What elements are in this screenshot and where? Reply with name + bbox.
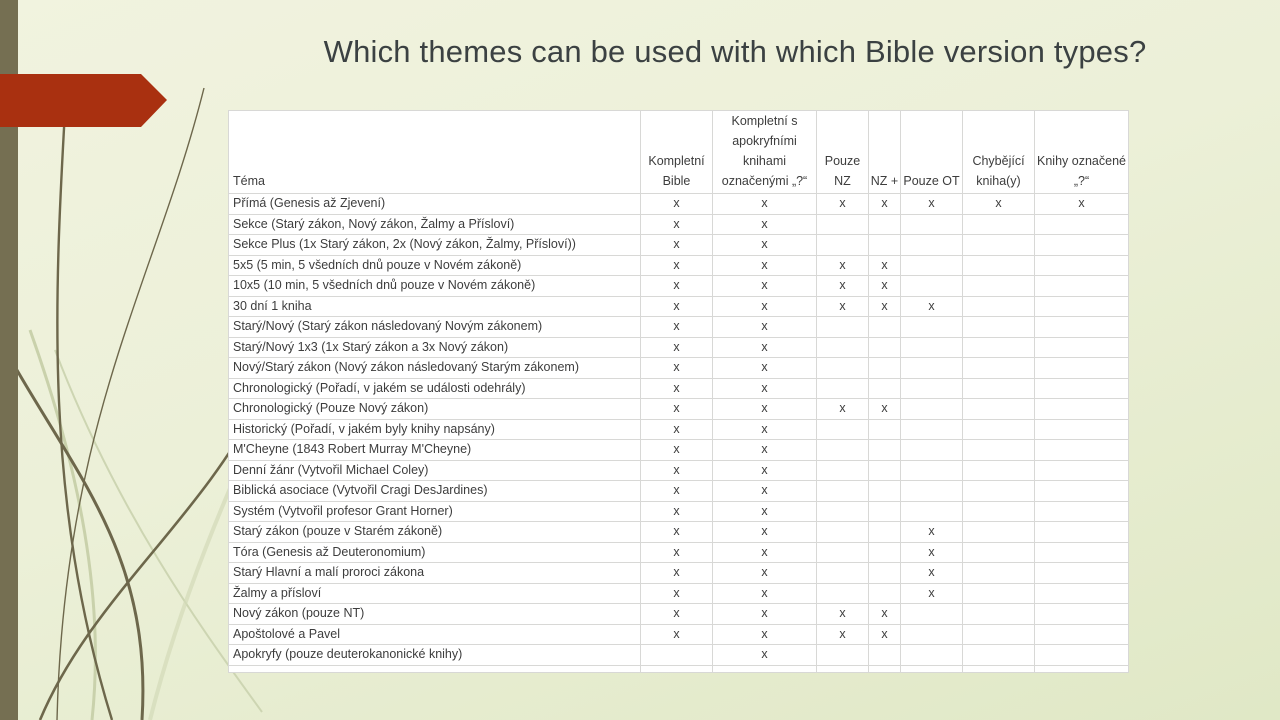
mark-cell bbox=[1035, 214, 1129, 235]
arrow-polygon bbox=[0, 74, 167, 127]
mark-cell bbox=[817, 645, 869, 666]
table-row bbox=[229, 194, 1129, 215]
mark-cell bbox=[817, 481, 869, 502]
mark-cell bbox=[963, 645, 1035, 666]
theme-cell: 10x5 (10 min, 5 všedních dnů pouze v Novém zákoně) bbox=[229, 276, 641, 297]
mark-cell bbox=[869, 645, 901, 666]
mark-cell bbox=[1035, 440, 1129, 461]
table-row bbox=[229, 399, 1129, 420]
mark-cell: x bbox=[713, 563, 817, 584]
mark-cell: x bbox=[641, 276, 713, 297]
column-header-6: Knihy označené „?“ bbox=[1035, 111, 1129, 194]
mark-cell bbox=[817, 460, 869, 481]
mark-cell bbox=[901, 378, 963, 399]
mark-cell bbox=[1035, 358, 1129, 379]
mark-cell bbox=[963, 440, 1035, 461]
mark-cell bbox=[901, 481, 963, 502]
theme-cell: Biblická asociace (Vytvořil Cragi DesJardines) bbox=[229, 481, 641, 502]
mark-cell bbox=[869, 542, 901, 563]
mark-cell: x bbox=[641, 542, 713, 563]
mark-cell: x bbox=[641, 358, 713, 379]
table-row bbox=[229, 255, 1129, 276]
table-row bbox=[229, 645, 1129, 666]
table-row bbox=[229, 317, 1129, 338]
mark-cell: x bbox=[901, 542, 963, 563]
mark-cell bbox=[1035, 583, 1129, 604]
mark-cell bbox=[963, 255, 1035, 276]
theme-cell: Apokryfy (pouze deuterokanonické knihy) bbox=[229, 645, 641, 666]
mark-cell: x bbox=[641, 440, 713, 461]
mark-cell: x bbox=[713, 399, 817, 420]
mark-cell: x bbox=[641, 337, 713, 358]
mark-cell: x bbox=[869, 276, 901, 297]
mark-cell bbox=[817, 419, 869, 440]
mark-cell: x bbox=[713, 501, 817, 522]
mark-cell bbox=[869, 481, 901, 502]
table-row bbox=[229, 563, 1129, 584]
mark-cell bbox=[901, 501, 963, 522]
mark-cell: x bbox=[817, 604, 869, 625]
table-row bbox=[229, 501, 1129, 522]
mark-cell bbox=[817, 235, 869, 256]
mark-cell: x bbox=[713, 645, 817, 666]
mark-cell bbox=[817, 522, 869, 543]
column-header-0: Kompletní Bible bbox=[641, 111, 713, 194]
mark-cell bbox=[963, 399, 1035, 420]
mark-cell bbox=[901, 419, 963, 440]
mark-cell bbox=[901, 460, 963, 481]
mark-cell bbox=[963, 419, 1035, 440]
mark-cell: x bbox=[641, 235, 713, 256]
mark-cell bbox=[963, 522, 1035, 543]
mark-cell bbox=[1035, 563, 1129, 584]
theme-cell: Chronologický (Pořadí, v jakém se události odehrály) bbox=[229, 378, 641, 399]
table-row bbox=[229, 604, 1129, 625]
mark-cell bbox=[901, 624, 963, 645]
mark-cell bbox=[1035, 481, 1129, 502]
column-header-5: Chybějící kniha(y) bbox=[963, 111, 1035, 194]
theme-cell: Starý zákon (pouze v Starém zákoně) bbox=[229, 522, 641, 543]
mark-cell: x bbox=[641, 378, 713, 399]
mark-cell: x bbox=[713, 255, 817, 276]
table-row bbox=[229, 440, 1129, 461]
mark-cell bbox=[963, 214, 1035, 235]
themes-table bbox=[228, 110, 1129, 673]
mark-cell bbox=[817, 583, 869, 604]
theme-cell: Starý/Nový 1x3 (1x Starý zákon a 3x Nový zákon) bbox=[229, 337, 641, 358]
mark-cell: x bbox=[641, 624, 713, 645]
mark-cell bbox=[869, 460, 901, 481]
mark-cell: x bbox=[641, 604, 713, 625]
themes-version-matrix bbox=[228, 110, 1129, 673]
mark-cell: x bbox=[641, 194, 713, 215]
mark-cell bbox=[901, 645, 963, 666]
slide-title: Which themes can be used with which Bible version types? bbox=[323, 34, 1147, 69]
table-row bbox=[229, 460, 1129, 481]
column-header-3: NZ + bbox=[869, 111, 901, 194]
mark-cell bbox=[1035, 522, 1129, 543]
mark-cell bbox=[817, 337, 869, 358]
mark-cell: x bbox=[641, 522, 713, 543]
mark-cell: x bbox=[713, 522, 817, 543]
table-row bbox=[229, 481, 1129, 502]
mark-cell: x bbox=[713, 296, 817, 317]
mark-cell: x bbox=[817, 624, 869, 645]
mark-cell: x bbox=[713, 440, 817, 461]
table-row bbox=[229, 214, 1129, 235]
mark-cell bbox=[901, 317, 963, 338]
mark-cell: x bbox=[713, 214, 817, 235]
mark-cell bbox=[869, 337, 901, 358]
blank-row bbox=[229, 665, 1129, 672]
mark-cell bbox=[901, 337, 963, 358]
mark-cell bbox=[869, 317, 901, 338]
mark-cell bbox=[817, 358, 869, 379]
mark-cell bbox=[963, 358, 1035, 379]
mark-cell: x bbox=[713, 624, 817, 645]
mark-cell: x bbox=[713, 235, 817, 256]
theme-cell: Systém (Vytvořil profesor Grant Horner) bbox=[229, 501, 641, 522]
theme-cell: M'Cheyne (1843 Robert Murray M'Cheyne) bbox=[229, 440, 641, 461]
theme-cell: Apoštolové a Pavel bbox=[229, 624, 641, 645]
mark-cell bbox=[963, 337, 1035, 358]
mark-cell bbox=[963, 276, 1035, 297]
mark-cell: x bbox=[817, 194, 869, 215]
table-row bbox=[229, 522, 1129, 543]
mark-cell bbox=[963, 542, 1035, 563]
mark-cell: x bbox=[869, 399, 901, 420]
mark-cell: x bbox=[869, 194, 901, 215]
column-header-1: Kompletní s apokryfními knihami označenými „?“ bbox=[713, 111, 817, 194]
mark-cell: x bbox=[713, 460, 817, 481]
mark-cell: x bbox=[869, 604, 901, 625]
column-header-tema: Téma bbox=[229, 111, 641, 194]
column-header-4: Pouze OT bbox=[901, 111, 963, 194]
theme-cell: Denní žánr (Vytvořil Michael Coley) bbox=[229, 460, 641, 481]
mark-cell: x bbox=[641, 501, 713, 522]
mark-cell: x bbox=[713, 604, 817, 625]
mark-cell bbox=[963, 604, 1035, 625]
theme-cell: Nový zákon (pouze NT) bbox=[229, 604, 641, 625]
mark-cell bbox=[963, 317, 1035, 338]
mark-cell bbox=[869, 583, 901, 604]
mark-cell: x bbox=[641, 214, 713, 235]
mark-cell bbox=[1035, 378, 1129, 399]
theme-cell: Přímá (Genesis až Zjevení) bbox=[229, 194, 641, 215]
mark-cell bbox=[901, 358, 963, 379]
mark-cell bbox=[1035, 276, 1129, 297]
theme-cell: Tóra (Genesis až Deuteronomium) bbox=[229, 542, 641, 563]
mark-cell: x bbox=[713, 337, 817, 358]
mark-cell: x bbox=[713, 194, 817, 215]
mark-cell bbox=[869, 501, 901, 522]
mark-cell: x bbox=[817, 255, 869, 276]
mark-cell bbox=[817, 440, 869, 461]
mark-cell bbox=[1035, 399, 1129, 420]
mark-cell: x bbox=[713, 378, 817, 399]
mark-cell bbox=[901, 276, 963, 297]
mark-cell bbox=[817, 317, 869, 338]
blank-cell bbox=[1035, 665, 1129, 672]
mark-cell: x bbox=[963, 194, 1035, 215]
mark-cell bbox=[901, 235, 963, 256]
table-row bbox=[229, 358, 1129, 379]
mark-cell bbox=[1035, 542, 1129, 563]
blank-cell bbox=[869, 665, 901, 672]
table-row bbox=[229, 378, 1129, 399]
mark-cell: x bbox=[713, 276, 817, 297]
mark-cell bbox=[869, 378, 901, 399]
mark-cell: x bbox=[817, 399, 869, 420]
mark-cell bbox=[1035, 419, 1129, 440]
blank-cell bbox=[641, 665, 713, 672]
mark-cell bbox=[901, 604, 963, 625]
mark-cell: x bbox=[901, 522, 963, 543]
mark-cell bbox=[1035, 645, 1129, 666]
mark-cell bbox=[869, 563, 901, 584]
mark-cell bbox=[1035, 296, 1129, 317]
table-row bbox=[229, 542, 1129, 563]
mark-cell bbox=[869, 358, 901, 379]
blank-cell bbox=[901, 665, 963, 672]
mark-cell: x bbox=[817, 296, 869, 317]
mark-cell bbox=[901, 214, 963, 235]
blank-cell bbox=[229, 665, 641, 672]
mark-cell bbox=[901, 440, 963, 461]
theme-cell: Starý Hlavní a malí proroci zákona bbox=[229, 563, 641, 584]
mark-cell: x bbox=[869, 296, 901, 317]
mark-cell: x bbox=[817, 276, 869, 297]
column-header-2: Pouze NZ bbox=[817, 111, 869, 194]
mark-cell bbox=[1035, 337, 1129, 358]
mark-cell bbox=[963, 481, 1035, 502]
mark-cell: x bbox=[713, 317, 817, 338]
mark-cell: x bbox=[713, 542, 817, 563]
mark-cell: x bbox=[869, 624, 901, 645]
table-row bbox=[229, 235, 1129, 256]
mark-cell: x bbox=[901, 194, 963, 215]
mark-cell bbox=[817, 378, 869, 399]
mark-cell bbox=[869, 419, 901, 440]
mark-cell bbox=[817, 563, 869, 584]
mark-cell bbox=[963, 235, 1035, 256]
mark-cell: x bbox=[641, 563, 713, 584]
table-row bbox=[229, 296, 1129, 317]
mark-cell: x bbox=[641, 583, 713, 604]
mark-cell: x bbox=[901, 563, 963, 584]
mark-cell bbox=[963, 624, 1035, 645]
theme-cell: Žalmy a přísloví bbox=[229, 583, 641, 604]
mark-cell: x bbox=[641, 481, 713, 502]
mark-cell bbox=[963, 296, 1035, 317]
theme-cell: 5x5 (5 min, 5 všedních dnů pouze v Novém zákoně) bbox=[229, 255, 641, 276]
mark-cell bbox=[869, 214, 901, 235]
theme-cell: Sekce (Starý zákon, Nový zákon, Žalmy a Přísloví) bbox=[229, 214, 641, 235]
theme-cell: Chronologický (Pouze Nový zákon) bbox=[229, 399, 641, 420]
mark-cell: x bbox=[869, 255, 901, 276]
mark-cell: x bbox=[641, 255, 713, 276]
theme-cell: Nový/Starý zákon (Nový zákon následovaný Starým zákonem) bbox=[229, 358, 641, 379]
mark-cell: x bbox=[641, 296, 713, 317]
theme-cell: Starý/Nový (Starý zákon následovaný Novým zákonem) bbox=[229, 317, 641, 338]
mark-cell bbox=[817, 542, 869, 563]
mark-cell bbox=[1035, 235, 1129, 256]
mark-cell bbox=[1035, 317, 1129, 338]
mark-cell: x bbox=[713, 583, 817, 604]
mark-cell bbox=[963, 460, 1035, 481]
theme-cell: 30 dní 1 kniha bbox=[229, 296, 641, 317]
table-row bbox=[229, 624, 1129, 645]
mark-cell bbox=[1035, 501, 1129, 522]
theme-cell: Sekce Plus (1x Starý zákon, 2x (Nový zákon, Žalmy, Přísloví)) bbox=[229, 235, 641, 256]
blank-cell bbox=[963, 665, 1035, 672]
mark-cell bbox=[901, 255, 963, 276]
blank-cell bbox=[817, 665, 869, 672]
blank-cell bbox=[713, 665, 817, 672]
mark-cell bbox=[869, 235, 901, 256]
left-accent-bar bbox=[0, 0, 18, 720]
mark-cell bbox=[901, 399, 963, 420]
mark-cell: x bbox=[713, 481, 817, 502]
mark-cell bbox=[963, 583, 1035, 604]
mark-cell: x bbox=[901, 296, 963, 317]
theme-cell: Historický (Pořadí, v jakém byly knihy napsány) bbox=[229, 419, 641, 440]
mark-cell bbox=[1035, 460, 1129, 481]
mark-cell bbox=[963, 378, 1035, 399]
mark-cell bbox=[641, 645, 713, 666]
table-row bbox=[229, 276, 1129, 297]
mark-cell: x bbox=[713, 358, 817, 379]
table-header-row bbox=[229, 111, 1129, 194]
mark-cell bbox=[963, 501, 1035, 522]
table-row bbox=[229, 583, 1129, 604]
mark-cell: x bbox=[901, 583, 963, 604]
red-arrow-shape bbox=[0, 0, 180, 140]
mark-cell: x bbox=[713, 419, 817, 440]
mark-cell: x bbox=[641, 317, 713, 338]
mark-cell bbox=[1035, 255, 1129, 276]
table-row bbox=[229, 337, 1129, 358]
mark-cell bbox=[1035, 604, 1129, 625]
mark-cell: x bbox=[1035, 194, 1129, 215]
mark-cell bbox=[869, 522, 901, 543]
mark-cell bbox=[817, 214, 869, 235]
mark-cell bbox=[1035, 624, 1129, 645]
mark-cell bbox=[869, 440, 901, 461]
mark-cell: x bbox=[641, 419, 713, 440]
mark-cell bbox=[963, 563, 1035, 584]
mark-cell bbox=[817, 501, 869, 522]
mark-cell: x bbox=[641, 399, 713, 420]
table-row bbox=[229, 419, 1129, 440]
mark-cell: x bbox=[641, 460, 713, 481]
